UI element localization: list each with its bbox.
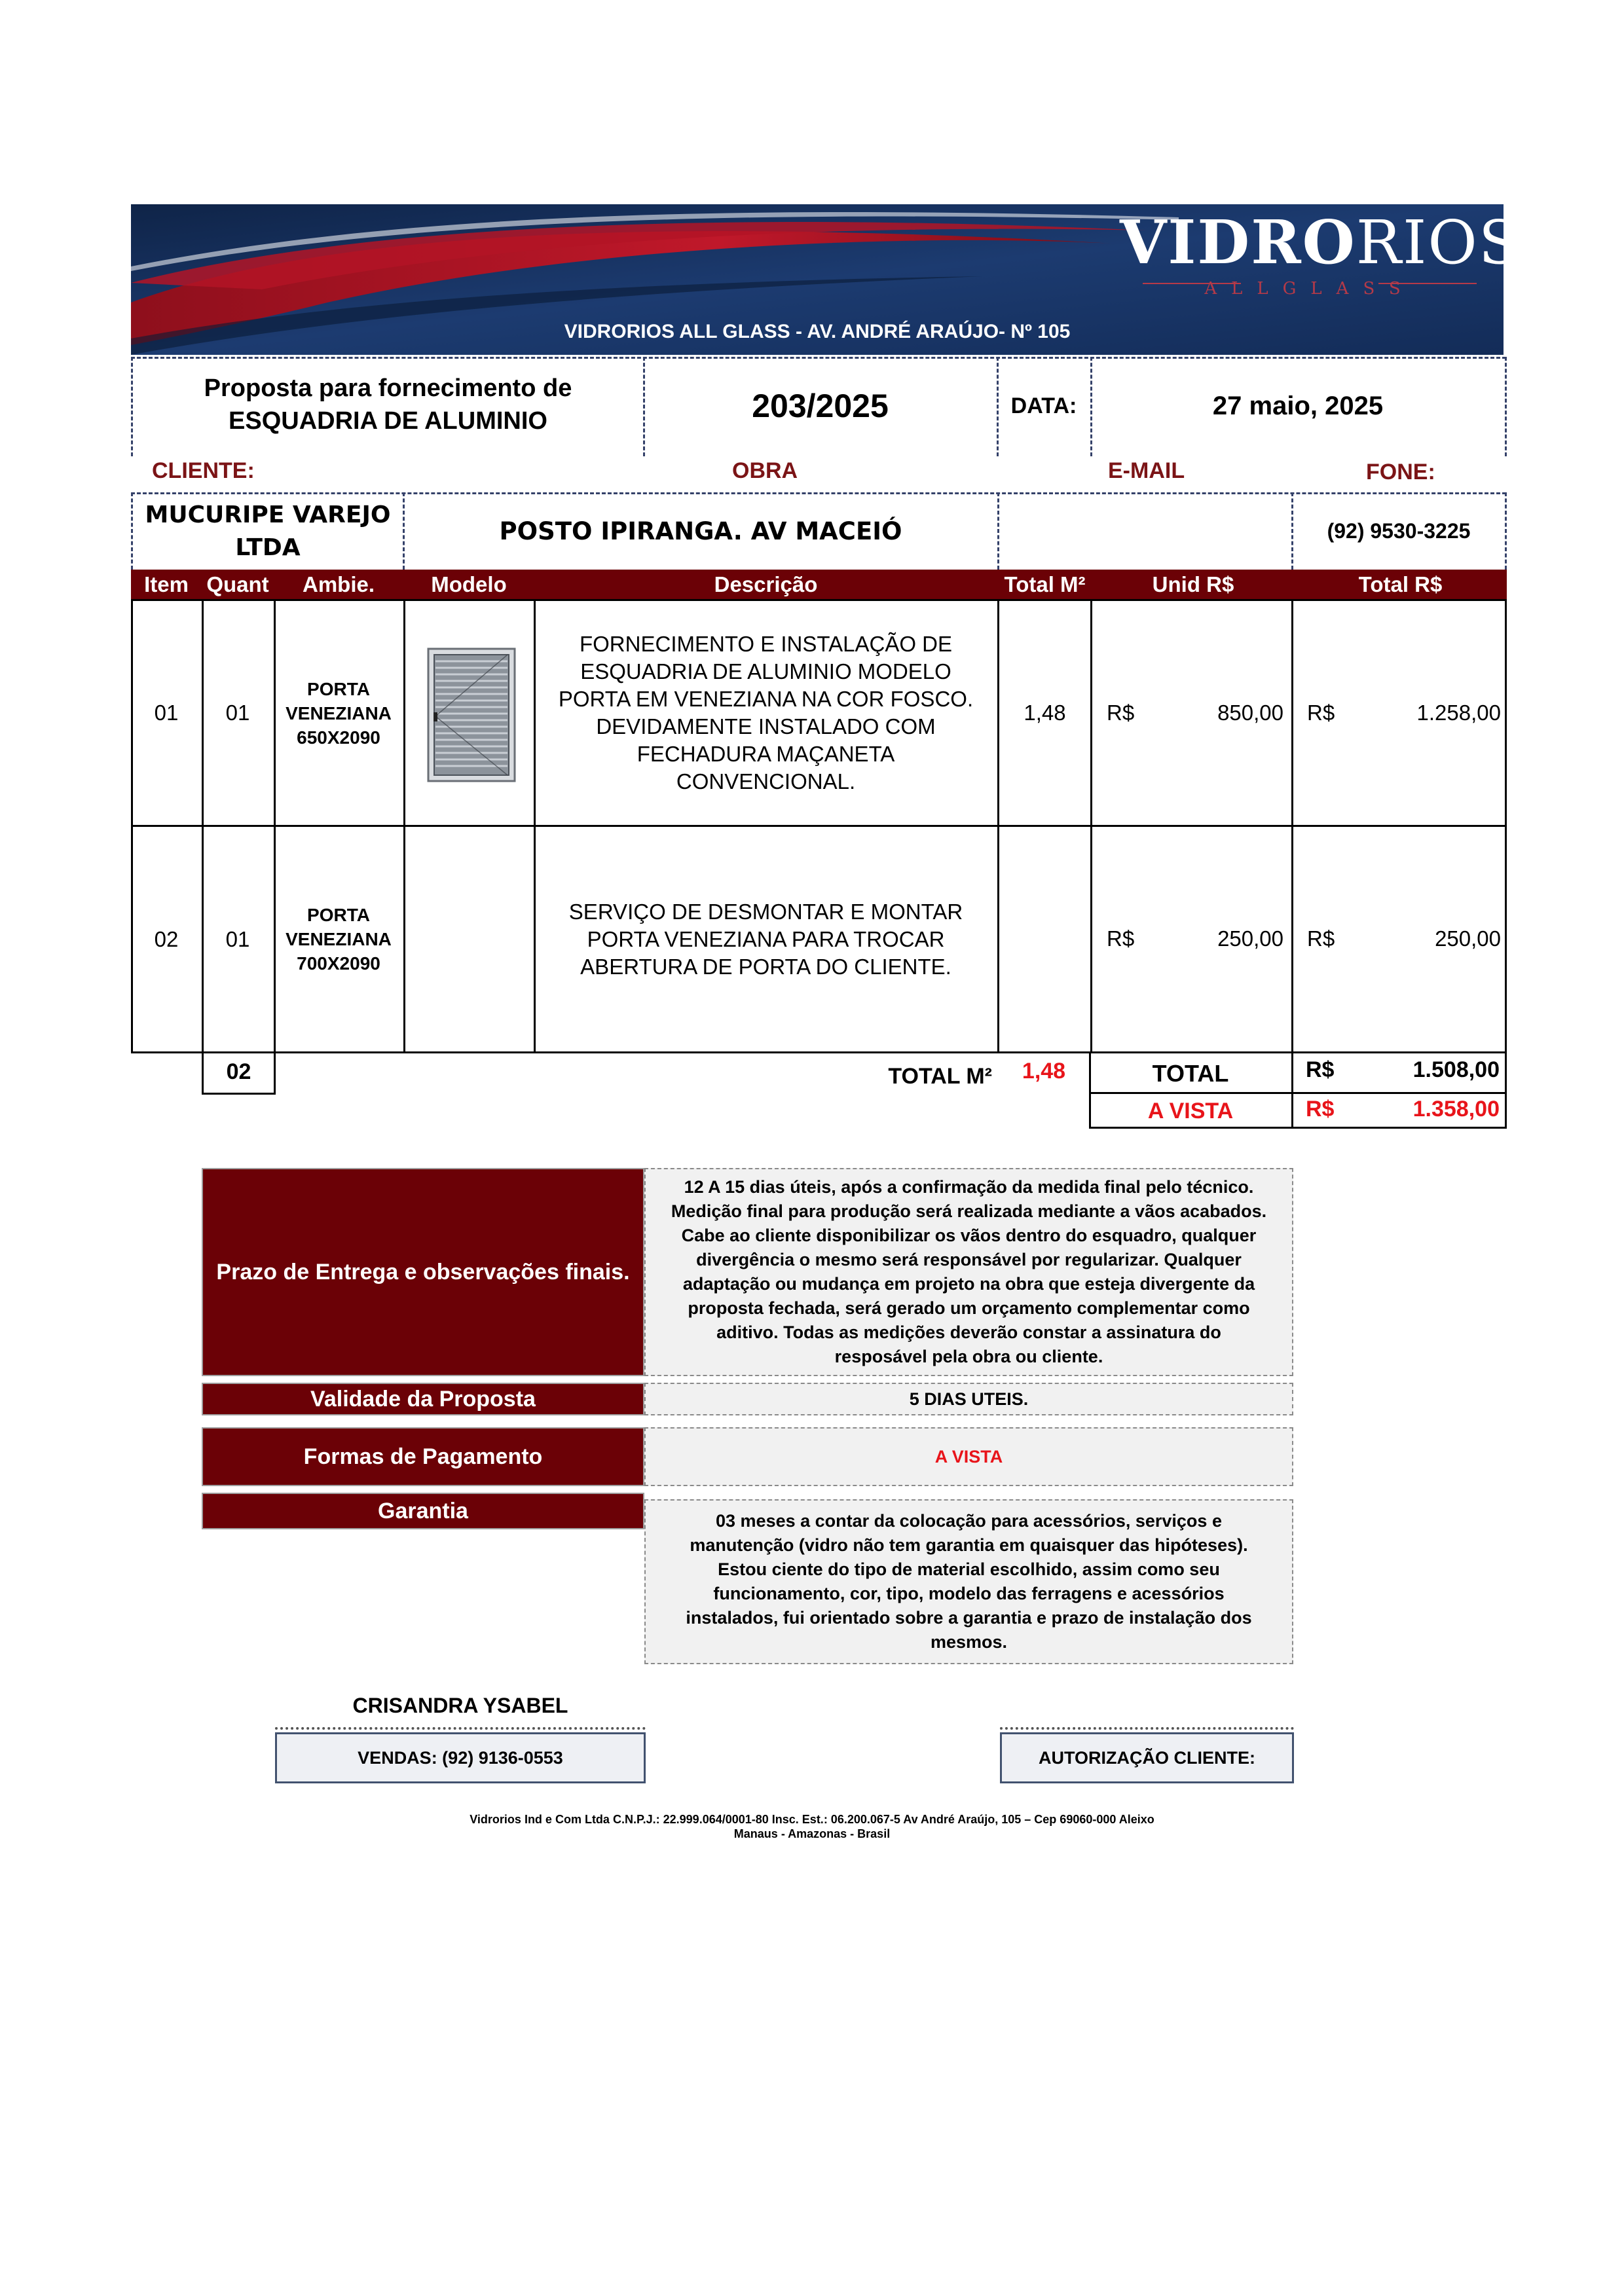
cell-quant: 01 (225, 926, 250, 951)
seller-signature-line (275, 1727, 646, 1730)
cliente-value (134, 498, 401, 566)
fone-value: (92) 9530-3225 (1327, 519, 1471, 543)
prazo-text (644, 1168, 1293, 1376)
prazo-line: Cabe ao cliente disponibilizar os vãos dentro do esquadro, qualquer (681, 1226, 1257, 1245)
cell-total-m2: 1,48 (1024, 701, 1066, 725)
date-value: 27 maio, 2025 (1212, 391, 1384, 420)
garantia-line: instalados, fui orientado sobre a garantia e prazo de instalação dos (686, 1608, 1252, 1628)
desc-line: ABERTURA DE PORTA DO CLIENTE. (580, 954, 951, 979)
divider (1505, 357, 1507, 456)
pagamento-label: Formas de Pagamento (202, 1427, 644, 1486)
garantia-text (644, 1499, 1293, 1664)
th-total-m2: Total M² (1004, 572, 1086, 596)
prazo-line: divergência o mesmo será responsável por regularizar. Qualquer (696, 1250, 1242, 1269)
cell-unid-currency: R$ (1107, 701, 1135, 725)
brand-sub: ALLGLASS (1204, 279, 1415, 299)
divider (1505, 492, 1507, 570)
seller-name: CRISANDRA YSABEL (352, 1693, 568, 1717)
ambie-line: 700X2090 (297, 953, 380, 974)
header-banner (131, 204, 1521, 355)
pagamento-text: A VISTA (644, 1427, 1293, 1486)
divider (1291, 492, 1293, 570)
desc-line: ESQUADRIA DE ALUMINIO MODELO (580, 659, 951, 683)
louvered-door-image (428, 648, 515, 782)
desc-line: FORNECIMENTO E INSTALAÇÃO DE (579, 632, 953, 656)
desc-line: PORTA VENEZIANA PARA TROCAR (587, 926, 945, 951)
col-border (1291, 1051, 1293, 1129)
cell-total-currency: R$ (1307, 701, 1335, 725)
total-m2-label: TOTAL M² (888, 1064, 992, 1089)
th-descricao: Descrição (714, 572, 818, 596)
cell-item: 02 (154, 926, 179, 951)
table-row (131, 827, 1507, 1051)
row-border (1089, 1092, 1507, 1094)
prazo-line: adaptação ou mudança em projeto na obra que esteja divergente da (682, 1274, 1255, 1294)
th-unid: Unid R$ (1152, 572, 1234, 596)
client-authorization-box: AUTORIZAÇÃO CLIENTE: (1000, 1732, 1294, 1783)
ambie-line: PORTA (307, 678, 370, 699)
garantia-label: Garantia (202, 1493, 644, 1529)
proposal-title-line2: ESQUADRIA DE ALUMINIO (229, 407, 547, 435)
date-label: DATA: (1010, 393, 1077, 418)
th-modelo: Modelo (431, 572, 507, 596)
cell-descricao (534, 601, 997, 825)
cell-total-m2 (997, 827, 1092, 1051)
prazo-line: resposável pela obra ou cliente. (834, 1347, 1103, 1366)
divider (131, 492, 133, 570)
garantia-line: mesmos. (930, 1632, 1008, 1652)
garantia-line: Estou ciente do tipo de material escolhido, assim como seu (718, 1559, 1220, 1579)
divider (131, 492, 1506, 494)
desc-line: PORTA EM VENEZIANA NA COR FOSCO. (558, 687, 974, 711)
prazo-line: aditivo. Todas as medições deverão constar a assinatura do (716, 1322, 1221, 1342)
ambie-line: 650X2090 (297, 727, 380, 748)
footer-line: Manaus - Amazonas - Brasil (733, 1827, 891, 1840)
cell-descricao (534, 827, 997, 1051)
prazo-line: Medição final para produção será realizada mediante a vãos acabados. (671, 1201, 1267, 1221)
cell-total: 1.258,00 (1416, 701, 1501, 725)
cell-unid: 250,00 (1217, 926, 1283, 951)
cell-ambie (274, 827, 403, 1051)
footer-line: Vidrorios Ind e Com Ltda C.N.P.J.: 22.999.064/0001-80 Insc. Est.: 06.200.067-5 Av André Araújo, 105 – Cep 69060-000 Aleixo (470, 1813, 1154, 1826)
th-total: Total R$ (1358, 572, 1443, 596)
total-m2-value: 1,48 (1022, 1059, 1066, 1084)
brand-logo: VIDRORIOS (1120, 207, 1521, 278)
garantia-line: funcionamento, cor, tipo, modelo das ferragens e acessórios (713, 1584, 1225, 1603)
divider (403, 492, 405, 570)
validade-text: 5 DIAS UTEIS. (644, 1383, 1293, 1415)
desc-line: FECHADURA MAÇANETA (637, 742, 895, 766)
th-ambie: Ambie. (302, 572, 375, 596)
garantia-line: manutenção (vidro não tem garantia em quaisquer das hipóteses). (690, 1535, 1248, 1555)
total-value: 1.508,00 (1412, 1057, 1500, 1082)
email-value (999, 507, 1290, 555)
cliente-label: CLIENTE: (152, 458, 255, 483)
brand-rule-left (1143, 283, 1241, 284)
proposal-title-line1: Proposta para fornecimento de (204, 374, 572, 402)
divider (131, 357, 133, 456)
cell-ambie (274, 601, 403, 825)
desc-line: CONVENCIONAL. (676, 769, 856, 793)
prazo-label: Prazo de Entrega e observações finais. (202, 1168, 644, 1376)
fone-label: FONE: (1366, 460, 1435, 484)
prazo-line: proposta fechada, será gerado um orçamento complementar como (688, 1298, 1250, 1318)
email-label: E-MAIL (1108, 458, 1185, 483)
header-address: VIDRORIOS ALL GLASS - AV. ANDRÉ ARAÚJO- Nº 105 (564, 321, 1071, 342)
garantia-line: 03 meses a contar da colocação para acessórios, serviços e (716, 1511, 1222, 1531)
brand-rule-right (1378, 283, 1477, 284)
cell-unid: 850,00 (1217, 701, 1283, 725)
th-quant: Quant (206, 572, 269, 596)
ambie-line: VENEZIANA (286, 702, 392, 723)
avista-label: A VISTA (1147, 1098, 1234, 1123)
cliente-value-line1: MUCURIPE VAREJO (145, 501, 391, 528)
cell-unid-currency: R$ (1107, 926, 1135, 951)
obra-label: OBRA (732, 458, 798, 483)
cell-item: 01 (154, 701, 179, 725)
ambie-line: PORTA (307, 905, 370, 925)
validade-label: Validade da Proposta (202, 1383, 644, 1415)
seller-box: VENDAS: (92) 9136-0553 (275, 1732, 646, 1783)
table-header (131, 570, 1507, 599)
proposal-number: 203/2025 (752, 388, 889, 424)
cell-quant: 01 (225, 701, 250, 725)
total-label: TOTAL (1152, 1059, 1229, 1087)
avista-currency: R$ (1306, 1097, 1335, 1121)
desc-line: DEVIDAMENTE INSTALADO COM (596, 714, 936, 738)
proposal-title (134, 372, 642, 437)
ambie-line: VENEZIANA (286, 929, 392, 949)
qty-total: 02 (202, 1051, 276, 1095)
cliente-value-line2: LTDA (235, 534, 301, 561)
cell-total-currency: R$ (1307, 926, 1335, 951)
obra-value: POSTO IPIRANGA. AV MACEIÓ (499, 517, 902, 545)
prazo-line: 12 A 15 dias úteis, após a confirmação da medida final pelo técnico. (684, 1177, 1254, 1197)
cell-total: 250,00 (1435, 926, 1501, 951)
table-row (131, 601, 1507, 825)
desc-line: SERVIÇO DE DESMONTAR E MONTAR (568, 899, 963, 924)
footer-company-info (262, 1812, 1362, 1841)
total-currency: R$ (1306, 1057, 1335, 1082)
th-item: Item (144, 572, 189, 596)
divider (131, 357, 1506, 359)
avista-value: 1.358,00 (1412, 1097, 1500, 1121)
client-signature-line (1000, 1727, 1294, 1730)
